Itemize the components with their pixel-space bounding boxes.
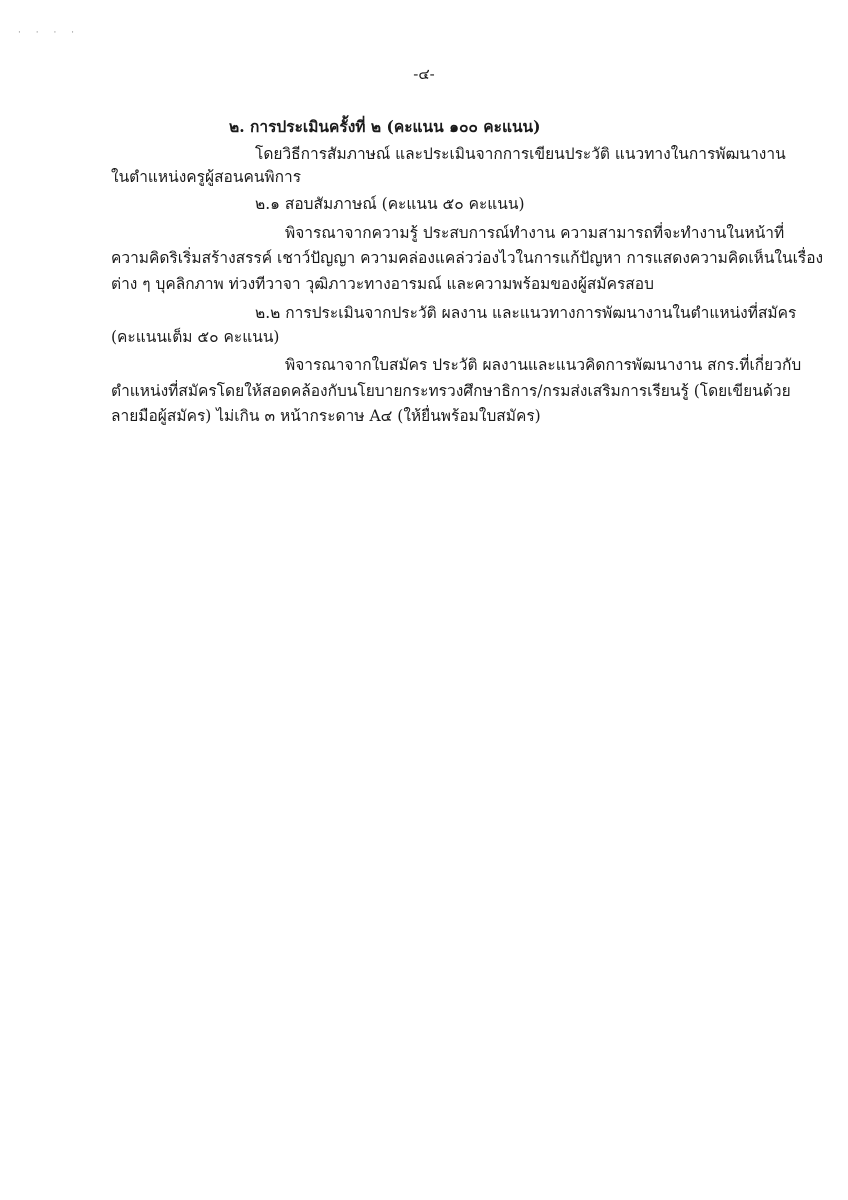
subsection-2-title-line-2: (คะแนนเต็ม ๕๐ คะแนน) [111, 328, 280, 346]
intro-line-2: ในตำแหน่งครูผู้สอนคนพิการ [111, 168, 302, 186]
subsection-2-line-1: พิจารณาจากใบสมัคร ประวัติ ผลงานและแนวคิดการพัฒนางาน สกร.ที่เกี่ยวกับ [285, 356, 802, 374]
scan-artifact: · · · · [18, 28, 81, 38]
page-number: -๔- [413, 65, 435, 83]
subsection-2-line-3: ลายมือผู้สมัคร) ไม่เกิน ๓ หน้ากระดาษ A๔ (ให้ยื่นพร้อมใบสมัคร) [111, 407, 541, 425]
subsection-1-title: ๒.๑ สอบสัมภาษณ์ (คะแนน ๕๐ คะแนน) [255, 195, 525, 213]
section-heading: ๒. การประเมินครั้งที่ ๒ (คะแนน ๑๐๐ คะแนน) [229, 117, 541, 136]
subsection-2-line-2: ตำแหน่งที่สมัครโดยให้สอดคล้องกับนโยบายกระทรวงศึกษาธิการ/กรมส่งเสริมการเรียนรู้ (โดยเขียนด้วย [111, 382, 791, 400]
subsection-1-line-1: พิจารณาจากความรู้ ประสบการณ์ทำงาน ความสามารถที่จะทำงานในหน้าที่ [285, 224, 785, 242]
subsection-1-line-2: ความคิดริเริ่มสร้างสรรค์ เชาว์ปัญญา ความคล่องแคล่วว่องไวในการแก้ปัญหา การแสดงความคิดเห็นในเรื่อง [111, 249, 824, 267]
subsection-2-title-line-1: ๒.๒ การประเมินจากประวัติ ผลงาน และแนวทางการพัฒนางานในตำแหน่งที่สมัคร [255, 304, 797, 322]
subsection-1-line-3: ต่าง ๆ บุคลิกภาพ ท่วงทีวาจา วุฒิภาวะทางอารมณ์ และความพร้อมของผู้สมัครสอบ [111, 275, 654, 293]
intro-line-1: โดยวิธีการสัมภาษณ์ และประเมินจากการเขียนประวัติ แนวทางในการพัฒนางาน [255, 145, 786, 163]
